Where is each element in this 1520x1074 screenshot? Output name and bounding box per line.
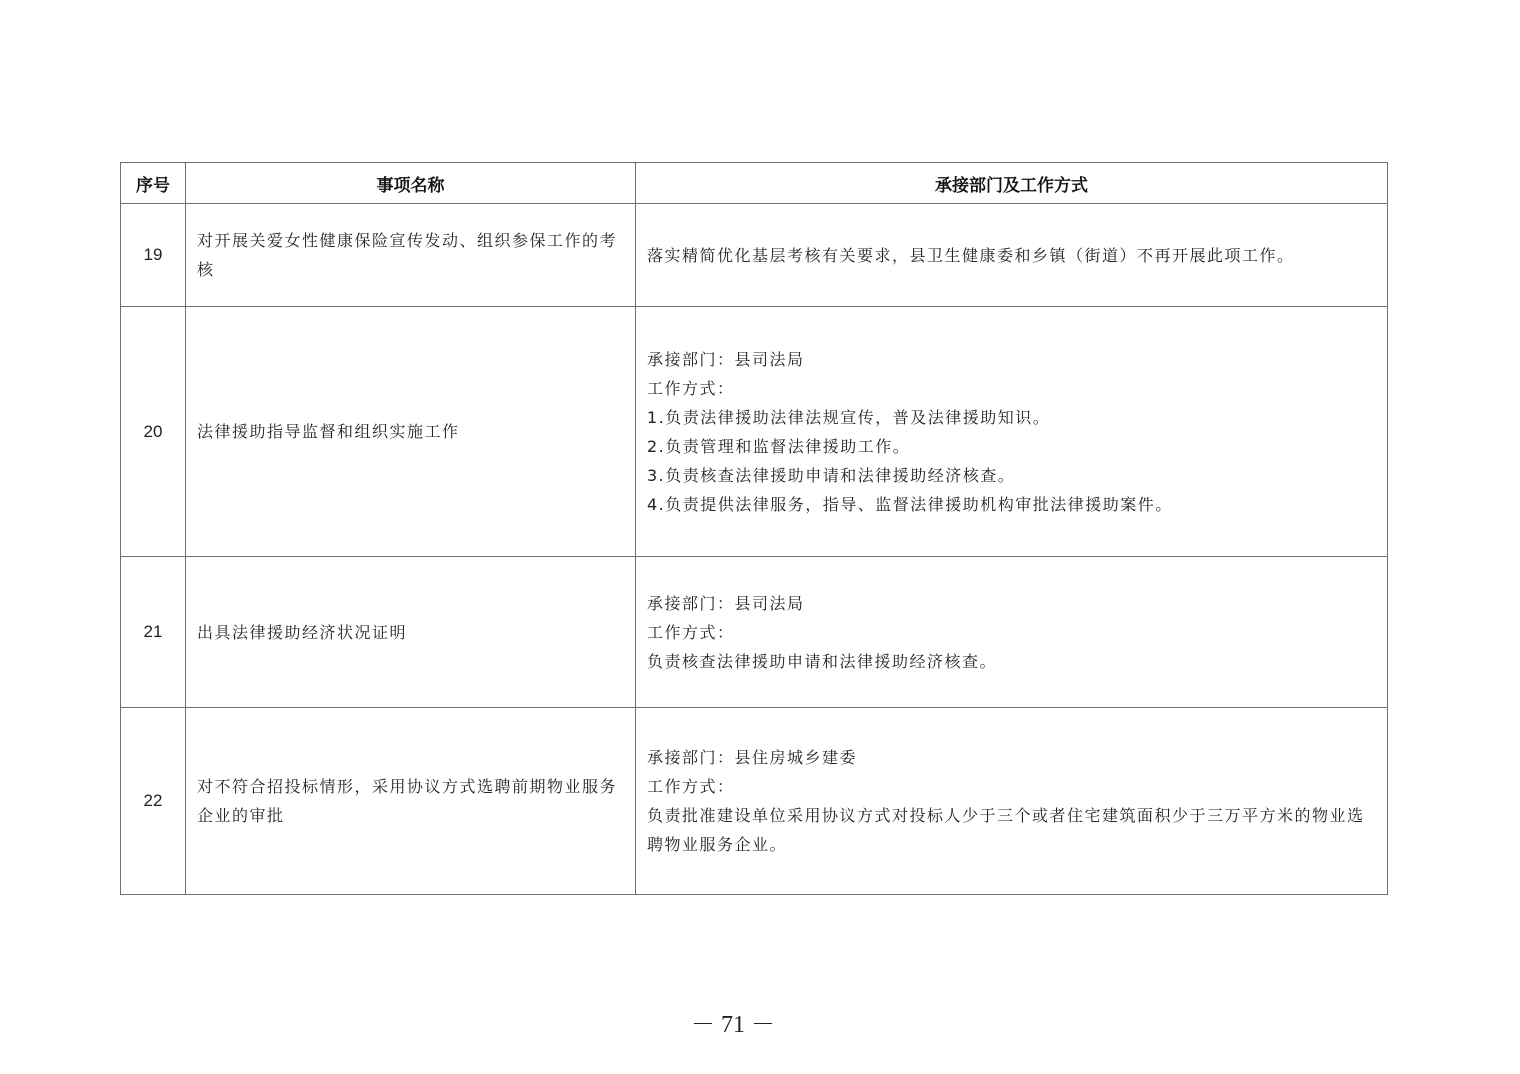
table-row: [121, 204, 1388, 307]
dept-line: 1.负责法律援助法律法规宣传，普及法律援助知识。: [647, 407, 1051, 427]
table-row: [121, 708, 1388, 895]
item-text: 对开展关爱女性健康保险宣传发动、组织参保工作的考核: [197, 231, 618, 279]
dept-line: 2.负责管理和监督法律援助工作。: [647, 436, 911, 456]
row-item-name: [186, 307, 636, 557]
table-row: [121, 307, 1388, 557]
header-dept-method: 承接部门及工作方式: [636, 163, 1388, 204]
row-dept-method: [636, 557, 1388, 708]
page-number: － 71 －: [691, 1012, 775, 1038]
items-table: [120, 162, 1388, 895]
row-dept-method: [636, 307, 1388, 557]
dept-line: 4.负责提供法律服务，指导、监督法律援助机构审批法律援助案件。: [647, 494, 1173, 514]
row-dept-method: [636, 204, 1388, 307]
table-header-row: [121, 163, 1388, 204]
header-number: 序号: [121, 163, 186, 204]
row-dept-method: [636, 708, 1388, 895]
dept-line: 3.负责核查法律援助申请和法律援助经济核查。: [647, 465, 1016, 485]
dept-line: 承接部门：县住房城乡建委: [647, 748, 858, 767]
item-text: 出具法律援助经济状况证明: [197, 622, 408, 642]
dept-line: 工作方式：: [647, 378, 735, 398]
row-number: 22: [121, 708, 186, 895]
dept-line: 承接部门：县司法局: [647, 593, 805, 613]
row-number: 19: [121, 204, 186, 307]
dept-line: 承接部门：县司法局: [647, 349, 805, 369]
item-text: 对不符合招投标情形，采用协议方式选聘前期物业服务企业的审批: [197, 777, 618, 825]
row-item-name: [186, 708, 636, 895]
dept-line: 负责核查法律援助申请和法律援助经济核查。: [647, 651, 998, 671]
table-row: [121, 557, 1388, 708]
row-item-name: [186, 557, 636, 708]
item-text: 法律援助指导监督和组织实施工作: [197, 422, 460, 441]
row-number: 21: [121, 557, 186, 708]
header-item-name: 事项名称: [186, 163, 636, 204]
row-item-name: [186, 204, 636, 307]
dept-line: 工作方式：: [647, 622, 735, 642]
dept-line: 工作方式：: [647, 777, 735, 796]
dept-line: 负责批准建设单位采用协议方式对投标人少于三个或者住宅建筑面积少于三万平方米的物业选聘物业服务企业。: [647, 806, 1365, 854]
row-number: 20: [121, 307, 186, 557]
dept-line: 落实精简优化基层考核有关要求，县卫生健康委和乡镇（街道）不再开展此项工作。: [647, 245, 1295, 265]
